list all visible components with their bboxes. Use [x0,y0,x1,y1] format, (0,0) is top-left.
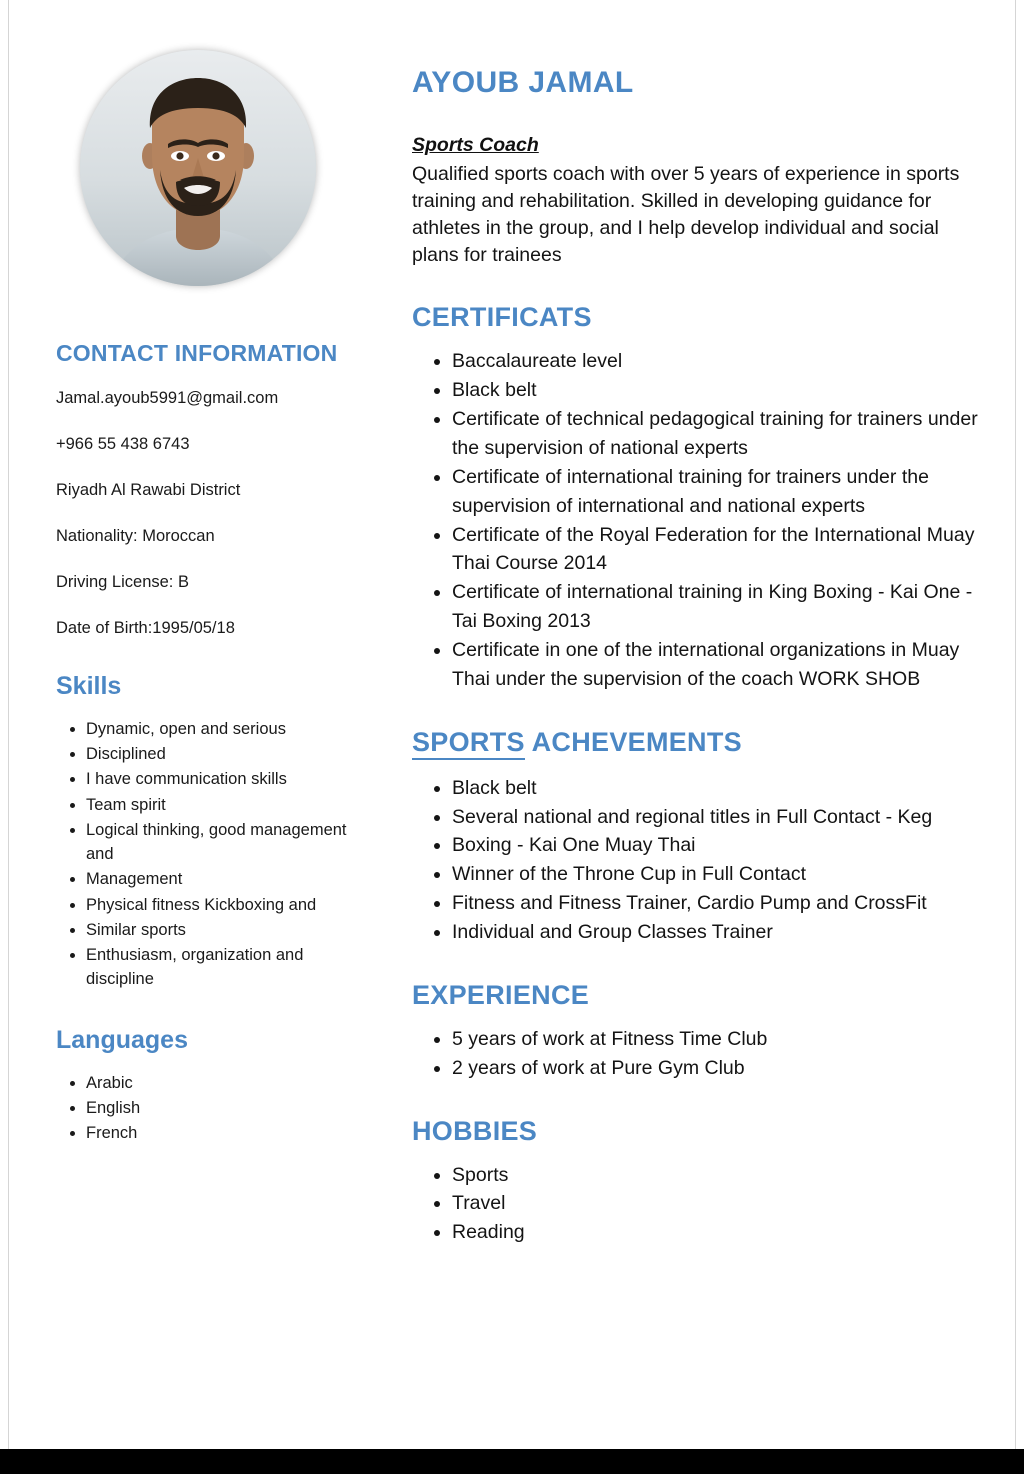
contact-nationality: Nationality: Moroccan [56,526,215,545]
portrait-photo-icon [80,50,316,286]
list-item: • Certificate of the Royal Federation for the International Muay Thai Course 2014 [452,521,980,579]
list-item: • Black belt [452,774,980,803]
list-item: • Fitness and Fitness Trainer, Cardio Pump and CrossFit [452,889,980,918]
list-item: • Certificate of international training in King Boxing - Kai One - Tai Boxing 2013 [452,578,980,636]
certificates-list [412,347,980,693]
list-item: • Similar sports [86,918,374,942]
list-item: • Several national and regional titles in Full Contact - Keg [452,803,980,832]
list-item: • Logical thinking, good management and [86,818,374,867]
page-bottom-bar [0,1449,1024,1474]
list-item: • Team spirit [86,793,374,817]
contact-driving-license: Driving License: B [56,572,189,591]
list-item: • Management [86,867,374,891]
contact-information-heading: CONTACT INFORMATION [56,340,338,366]
list-item: • 5 years of work at Fitness Time Club [452,1025,980,1054]
list-item: • Black belt [452,376,980,405]
list-item: • Sports [452,1161,980,1190]
achievements-heading-part1: SPORTS [412,727,525,760]
list-item: • I have communication skills [86,767,374,791]
contact-phone: +966 55 438 6743 [56,434,190,453]
list-item: • Boxing - Kai One Muay Thai [452,831,980,860]
list-item: • Reading [452,1218,980,1247]
contact-address: Riyadh Al Rawabi District [56,480,241,499]
profile-summary: Qualified sports coach with over 5 years of experience in sports training and rehabilitation. Skilled in developing guidance for athletes in the group, and I help develop individual and social plans for trainees [412,163,960,267]
list-item: • Baccalaureate level [452,347,980,376]
list-item: • Travel [452,1189,980,1218]
avatar [80,50,316,286]
list-item: • Enthusiasm, organization and discipline [86,943,374,992]
list-item: • Individual and Group Classes Trainer [452,918,980,947]
hobbies-heading: HOBBIES [412,1115,538,1146]
list-item: • Disciplined [86,742,374,766]
list-item: • Certificate of international training for trainers under the supervision of international and national experts [452,463,980,521]
sidebar [34,36,374,1449]
list-item: • Certificate of technical pedagogical training for trainers under the supervision of national experts [452,405,980,463]
skills-heading: Skills [56,671,122,700]
list-item: • Certificate in one of the international organizations in Muay Thai under the supervision of the coach WORK SHOB [452,636,980,694]
list-item: • 2 years of work at Pure Gym Club [452,1054,980,1083]
list-item: • Winner of the Throne Cup in Full Contact [452,860,980,889]
languages-list [56,1071,374,1146]
experience-heading: EXPERIENCE [412,979,590,1010]
skills-list [56,717,374,992]
achievements-heading [412,727,980,760]
languages-heading: Languages [56,1025,188,1054]
page-title: AYOUB JAMAL [412,66,634,99]
list-item: • Dynamic, open and serious [86,717,374,741]
contact-date-of-birth: Date of Birth:1995/05/18 [56,618,235,637]
main-column [374,36,990,1449]
achievements-heading-part2: ACHEVEMENTS [524,726,742,757]
experience-list [412,1025,980,1083]
certificates-heading: CERTIFICATS [412,302,592,333]
job-title: Sports Coach [412,134,539,156]
list-item: • Physical fitness Kickboxing and [86,893,374,917]
contact-email: Jamal.ayoub5991@gmail.com [56,389,279,407]
achievements-list [412,774,980,947]
list-item: • French [86,1121,374,1145]
hobbies-list [412,1161,980,1248]
list-item: • English [86,1096,374,1120]
list-item: • Arabic [86,1071,374,1095]
